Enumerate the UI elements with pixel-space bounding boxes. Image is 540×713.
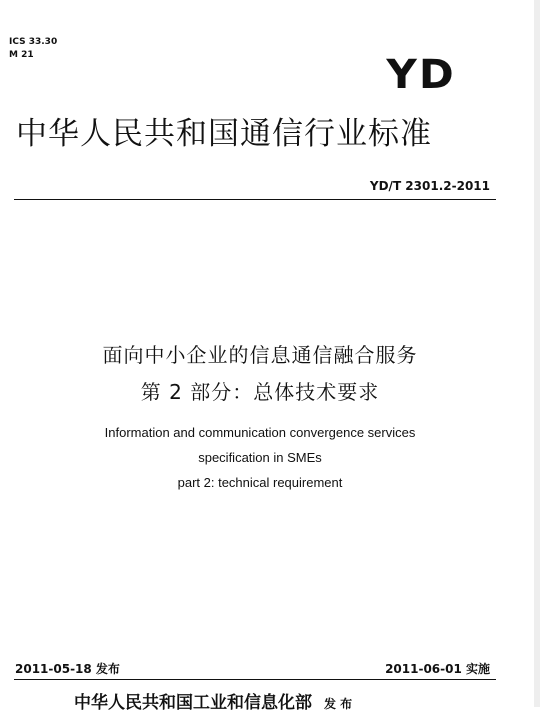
yd-logo: YD (386, 52, 456, 98)
implement-date: 2011-06-01 实施 (385, 662, 490, 676)
top-divider (14, 199, 496, 200)
classification-codes (9, 36, 57, 62)
bottom-divider (14, 679, 496, 680)
issuer (74, 688, 352, 713)
standard-number: YD/T 2301.2-2011 (369, 179, 490, 193)
title-en (0, 420, 520, 495)
ics-code: ICS 33.30 (9, 37, 58, 47)
title-en-line1: Information and communication convergence services (104, 425, 416, 440)
title-cn-line1: 面向中小企业的信息通信融合服务 (102, 343, 418, 367)
ccs-code: M 21 (9, 50, 34, 60)
issuer-name: 中华人民共和国工业和信息化部 (74, 693, 312, 713)
title-en-line3: part 2: technical requirement (177, 475, 343, 490)
publish-date: 2011-05-18 发布 (15, 662, 120, 676)
title-en-line2: specification in SMEs (198, 450, 322, 465)
page-edge (534, 0, 540, 707)
title-cn-line2: 第 2 部分：总体技术要求 (140, 380, 380, 404)
standard-category-title: 中华人民共和国通信行业标准 (16, 116, 432, 152)
issuer-tag: 发 布 (324, 697, 353, 711)
